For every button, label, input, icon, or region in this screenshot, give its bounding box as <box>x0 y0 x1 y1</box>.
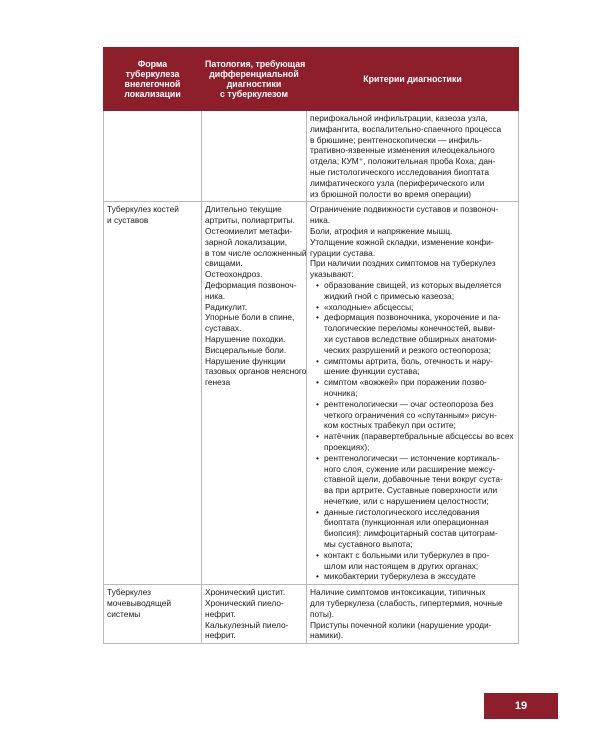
page-number-badge <box>484 693 558 719</box>
criteria-bullet-line: • деформация позвоночника, укорочение и па- <box>324 312 501 323</box>
criteria-line: намики). <box>310 630 344 641</box>
criteria-bullet-line: четкого ограничения со «спутанным» рисун- <box>324 409 497 420</box>
table-row <box>104 202 519 585</box>
pathology-line: Нарушение походки. <box>205 333 286 344</box>
criteria-bullet-line: шлом или настоящем в других органах; <box>324 560 479 571</box>
header-pathology-line: дифференциальной <box>209 68 299 79</box>
pathology-cell <box>202 111 307 202</box>
form-line: мочевыводящей <box>107 598 172 609</box>
criteria-bullet-line: ческих разрушений и резкого остеопороза; <box>324 344 491 355</box>
form-line: Туберкулез <box>107 587 151 598</box>
pathology-line: Длительно текущие <box>205 204 282 215</box>
form-line: и суставов <box>107 215 149 226</box>
pathology-line: Хронический цистит. <box>205 587 286 598</box>
criteria-line: из брюшной полости во время операции) <box>310 188 472 199</box>
criteria-bullet-line: нечеткие, или с нарушением целостности; <box>324 495 489 506</box>
criteria-bullet <box>310 507 515 550</box>
table-row <box>104 111 519 202</box>
criteria-line: лимфангита, воспалительно-спаечного процесса <box>310 123 502 134</box>
criteria-bullet-line: • рентгенологически — очаг остеопороза без <box>324 398 494 409</box>
page-number: 19 <box>514 700 528 712</box>
pathology-line: суставах. <box>205 323 242 334</box>
criteria-bullet <box>310 453 515 507</box>
pathology-line: артриты, полиартриты. <box>205 215 295 226</box>
criteria-bullet-line: тологические переломы конечностей, выви- <box>324 323 496 334</box>
pathology-line: ника. <box>205 290 226 301</box>
criteria-bullet-line: ночника; <box>324 387 358 398</box>
pathology-line: нефрит. <box>205 630 236 641</box>
header-form-line: внелегочной <box>124 79 181 89</box>
criteria-bullet-line: • данные гистологического исследования <box>324 506 480 517</box>
form-line: Туберкулез костей <box>107 204 179 215</box>
pathology-line: генеза <box>205 377 231 388</box>
criteria-line: При наличии поздних симптомов на туберкулез <box>310 258 496 269</box>
criteria-bullet-line: жидкий гной с примесью казеоза; <box>324 290 455 301</box>
criteria-line: в брюшине; рентгеноскопически — инфиль- <box>310 134 482 145</box>
form-line: системы <box>107 608 141 619</box>
criteria-line: для туберкулеза (слабость, гипертермия, ночные <box>310 598 503 609</box>
criteria-bullet <box>310 377 515 399</box>
criteria-bullet <box>310 302 515 313</box>
criteria-line: отдела; КУМ⁺, положительная проба Коха; дан- <box>310 156 496 167</box>
criteria-bullet <box>310 431 515 453</box>
pathology-line: Радикулит. <box>205 301 248 312</box>
criteria-line: лимфатического узла (периферического или <box>310 177 485 188</box>
pathology-cell <box>202 585 307 644</box>
pathology-line: Деформация позвоноч- <box>205 279 297 290</box>
criteria-bullet-line: • натёчник (паравертебральные абсцессы во всех <box>324 431 514 442</box>
criteria-line: Наличие симптомов интоксикации, типичных <box>310 587 486 598</box>
criteria-line: тративно-язвенные изменения илеоцекального <box>310 145 495 156</box>
criteria-line: Утолщение кожной складки, изменение конфи- <box>310 236 494 247</box>
criteria-bullet-line: шение функции сустава; <box>324 366 420 377</box>
header-form-line: локализации <box>124 89 181 100</box>
criteria-line: ника. <box>310 215 331 226</box>
criteria-line: перифокальной инфильтрации, казеоза узла, <box>310 113 488 123</box>
pathology-cell <box>202 202 307 585</box>
header-criteria-text: Критерии диагностики <box>363 73 462 84</box>
pathology-line: в том числе осложненный <box>205 247 307 258</box>
criteria-bullet <box>310 399 515 431</box>
criteria-bullet <box>310 356 515 378</box>
header-form-line: Форма <box>137 58 168 69</box>
criteria-bullet-line: ного слоя, сужение или расширение межсу- <box>324 463 496 474</box>
criteria-bullet <box>310 571 515 582</box>
pathology-line: Висцеральные боли. <box>205 344 287 355</box>
criteria-bullet-list <box>310 280 515 582</box>
criteria-bullet <box>310 550 515 572</box>
criteria-line: указывают: <box>310 269 354 280</box>
form-cell <box>104 202 202 585</box>
pathology-line: тазовых органов неясного <box>205 366 307 377</box>
header-pathology-line: с туберкулезом <box>220 89 288 100</box>
criteria-bullet-line: проекциях); <box>324 441 370 452</box>
form-cell <box>104 585 202 644</box>
criteria-bullet-line: • образование свищей, из которых выделяется <box>324 279 502 290</box>
pathology-line: Упорные боли в спине, <box>205 312 295 323</box>
criteria-cell <box>307 585 519 644</box>
pathology-line: Нарушение функции <box>205 355 286 366</box>
header-row <box>104 48 519 111</box>
header-pathology-line: диагностики <box>226 79 282 89</box>
criteria-bullet-line: хи суставов вследствие обширных анатоми- <box>324 333 497 344</box>
pathology-line: Остеомиелит метафи- <box>205 225 293 236</box>
header-criteria <box>307 48 519 111</box>
criteria-line: Приступы почечной колики (нарушение уроди- <box>310 619 492 630</box>
criteria-bullet-line: • «холодные» абсцессы; <box>324 301 414 312</box>
header-pathology <box>202 48 307 111</box>
criteria-line: гурации сустава. <box>310 247 376 258</box>
criteria-bullet-line: ставной щели, добавочные тени вокруг суста- <box>324 474 503 485</box>
criteria-bullet-line: биопсия): лимфоцитарный состав цитограм- <box>324 528 498 539</box>
criteria-bullet-line: биоптата (пункционная или операционная <box>324 517 489 528</box>
pathology-line: Хронический пиело- <box>205 598 284 609</box>
criteria-line: Боли, атрофия и напряжение мышц. <box>310 225 453 236</box>
criteria-bullet-line: • контакт с больными или туберкулез в про- <box>324 549 490 560</box>
table-row <box>104 585 519 644</box>
criteria-line: поты). <box>310 608 334 619</box>
criteria-bullet <box>310 280 515 302</box>
criteria-bullet-line: • симптомы артрита, боль, отечность и нару- <box>324 355 493 366</box>
pathology-line: Остеохондроз. <box>205 269 263 280</box>
pathology-line: нефрит. <box>205 608 236 619</box>
criteria-bullet-line: • рентгенологически — истончение кортикаль- <box>324 452 500 463</box>
criteria-cell <box>307 202 519 585</box>
criteria-bullet-line: ва при артрите. Суставные поверхности или <box>324 485 498 496</box>
criteria-bullet <box>310 312 515 355</box>
criteria-line: Ограничение подвижности суставов и позвоноч- <box>310 204 499 215</box>
header-form <box>104 48 202 111</box>
criteria-bullet-line: • симптом «вожжей» при поражении позво- <box>324 377 487 388</box>
criteria-bullet-line: ком костных трабекул при остите; <box>324 420 456 431</box>
pathology-line: свищами. <box>205 258 243 269</box>
form-cell <box>104 111 202 202</box>
criteria-line: ные гистологического исследования биоптата <box>310 166 490 177</box>
pathology-line: зарной локализации, <box>205 236 288 247</box>
header-pathology-line: Патология, требующая <box>205 58 306 69</box>
criteria-cell <box>307 111 519 202</box>
diagnostics-table <box>103 47 519 644</box>
pathology-line: Калькулезный пиело- <box>205 619 289 630</box>
criteria-bullet-line: мы суставного выпота; <box>324 539 413 550</box>
header-form-line: туберкулеза <box>125 68 180 79</box>
criteria-bullet-line: • микобактерии туберкулеза в экссудате <box>324 571 476 582</box>
